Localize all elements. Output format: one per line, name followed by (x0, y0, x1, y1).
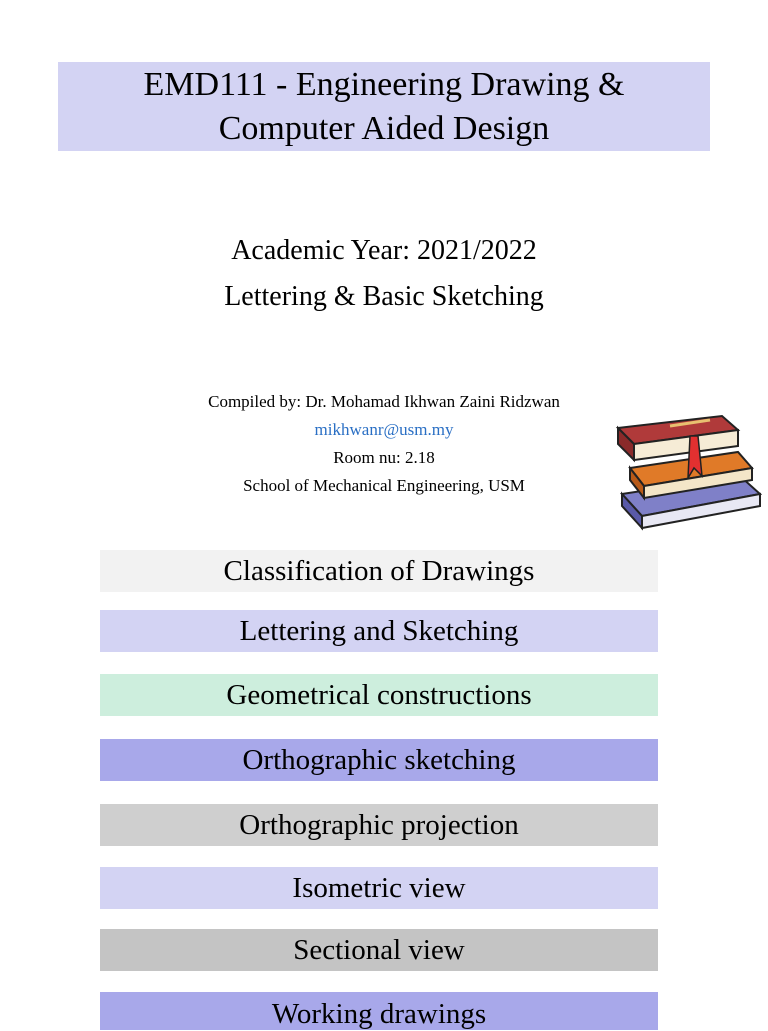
topic-label: Lettering and Sketching (239, 614, 519, 647)
topic-isometric-view[interactable] (100, 867, 658, 909)
topic-label: Isometric view (292, 871, 466, 904)
compiled-by: Compiled by: Dr. Mohamad Ikhwan Zaini Ridzwan (208, 392, 560, 411)
topic-label: Classification of Drawings (223, 554, 535, 587)
school-name: School of Mechanical Engineering, USM (243, 476, 525, 495)
title-line-1: EMD111 - Engineering Drawing & (143, 65, 625, 103)
topic-label: Orthographic projection (239, 808, 519, 841)
topic-label: Orthographic sketching (242, 743, 516, 776)
topic-sectional-view[interactable] (100, 929, 658, 971)
topic-orthographic-sketching[interactable] (100, 739, 658, 781)
topic-working-drawings[interactable] (100, 992, 658, 1030)
topic-geometrical-constructions[interactable] (100, 674, 658, 716)
room-number: Room nu: 2.18 (333, 448, 435, 467)
title-line-2: Computer Aided Design (218, 109, 550, 147)
books-icon (610, 406, 768, 532)
topic-orthographic-projection[interactable] (100, 804, 658, 846)
topic-label: Working drawings (271, 998, 487, 1030)
topic-label: Geometrical constructions (226, 678, 532, 711)
title-banner (58, 62, 710, 151)
email-link[interactable]: mikhwanr@usm.my (314, 420, 454, 439)
topic-label: Sectional view (293, 933, 465, 966)
academic-year: Academic Year: 2021/2022 (231, 235, 537, 266)
lecture-title: Lettering & Basic Sketching (224, 281, 544, 312)
topic-lettering-and-sketching[interactable] (100, 610, 658, 652)
topic-classification-of-drawings[interactable] (100, 550, 658, 592)
